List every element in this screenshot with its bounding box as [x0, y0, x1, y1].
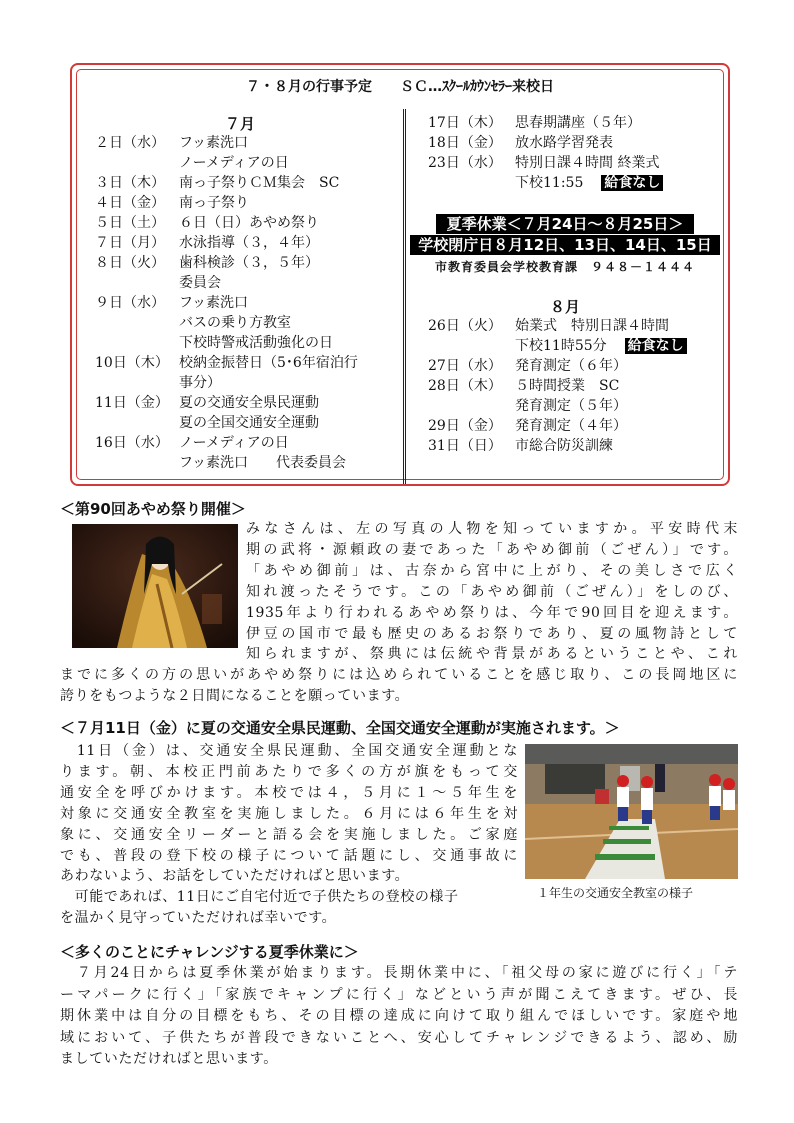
paragraph-line: ましていただければと思います。	[60, 1051, 278, 1067]
schedule-row	[95, 233, 319, 253]
paragraph-line: 知られますが、祭典には伝統や背景があるということや、これ	[246, 646, 738, 663]
event-text: 発育測定（４年）	[515, 418, 627, 434]
schedule-row	[95, 193, 249, 213]
event-date: 23日（水）	[428, 155, 502, 171]
event-date: ８日（火）	[95, 255, 165, 271]
event-text: 南っ子祭り	[179, 195, 249, 211]
event-text: 歯科検診（３，５年）	[179, 255, 319, 271]
paragraph-line: でも、普段の登下校の様子について話題にし、交通事故に	[60, 847, 518, 864]
schedule-row	[95, 353, 358, 373]
schedule-row	[428, 133, 613, 153]
schedule-row	[95, 173, 339, 193]
paragraph-line: ７月24日からは夏季休業が始まります。長期休業中に、「祖父母の家に遊びに行く」「テ	[60, 965, 738, 981]
event-date: 26日（火）	[428, 318, 502, 334]
event-text: ６日（日）あやめ祭り	[179, 215, 319, 231]
event-date: 29日（金）	[428, 418, 502, 434]
event-text: ノーメディアの日	[179, 155, 289, 171]
schedule-row	[428, 336, 687, 356]
event-date: 17日（木）	[428, 115, 502, 131]
paragraph-line: みなさんは、左の写真の人物を知っていますか。平安時代末	[246, 521, 738, 537]
event-text: 夏の交通安全県民運動	[179, 395, 319, 411]
schedule-title: ７・８月の行事予定 ＳＣ…ｽｸｰﾙｶｳﾝｾﾗｰ来校日	[246, 79, 554, 95]
schedule-row	[428, 396, 627, 416]
event-date: 28日（木）	[428, 378, 502, 394]
event-date: 18日（金）	[428, 135, 502, 151]
event-text: ノーメディアの日	[179, 435, 289, 451]
paragraph-line: 期休業中は自分の目標をもち、その目標の達成に向けて取り組んでほしいです。家庭や地	[60, 1008, 738, 1024]
traffic-class-photo	[525, 744, 738, 879]
event-text: 始業式 特別日課４時間	[515, 318, 669, 334]
event-text: 夏の全国交通安全運動	[179, 415, 319, 431]
july-heading: ７月	[224, 115, 255, 133]
event-date: 16日（水）	[95, 435, 169, 451]
event-date: 10日（木）	[95, 355, 169, 371]
event-text: 発育測定（５年）	[515, 398, 627, 414]
schedule-row	[95, 333, 333, 353]
event-text: 校納金振替日（5･6年宿泊行	[179, 355, 358, 371]
paragraph-line: 対象に交通安全教室を実施しました。６月には６年生を対	[60, 805, 518, 822]
paragraph-line: 11日（金）は、交通安全県民運動、全国交通安全運動とな	[60, 743, 518, 759]
schedule-row	[95, 413, 319, 433]
paragraph-line: あわないよう、お話をしていただければと思います。	[60, 868, 410, 885]
event-text: 放水路学習発表	[515, 135, 613, 151]
event-date: ７日（月）	[95, 235, 165, 251]
schedule-row	[428, 316, 669, 336]
event-text: 発育測定（６年）	[515, 358, 627, 374]
paragraph-line: を温かく見守っていただければ幸いです。	[60, 910, 337, 927]
paragraph-line: 誇りをもつような２日間になることを願っています。	[60, 688, 410, 705]
schedule-column-divider	[403, 109, 406, 484]
event-date: 27日（水）	[428, 358, 502, 374]
event-date: ３日（木）	[95, 175, 165, 191]
event-text: 特別日課４時間 終業式	[515, 155, 660, 171]
event-text: フッ素洗口 代表委員会	[179, 455, 347, 471]
paragraph-line: 通安全を呼びかけます。本校では４，５月に１～５年生を	[60, 784, 518, 801]
schedule-row	[428, 113, 641, 133]
event-text: 南っ子祭りＣＭ集会 SC	[179, 175, 340, 191]
event-text: 下校11:55	[515, 175, 584, 191]
paragraph-line: 象に、交通安全リーダーと語る会を実施しました。ご家庭	[60, 826, 518, 843]
schedule-row	[95, 133, 248, 153]
summer-heading: ＜多くのことにチャレンジする夏季休業に＞	[60, 943, 359, 961]
school-closed-banner: 学校閉庁日８月12日、13日、14日、15日	[410, 235, 720, 255]
ayame-heading: ＜第90回あやめ祭り開催＞	[60, 500, 246, 518]
traffic-heading: ＜７月11日（金）に夏の交通安全県民運動、全国交通安全運動が実施されます。＞	[60, 719, 620, 737]
event-text: 委員会	[179, 275, 221, 291]
august-heading: ８月	[549, 298, 580, 316]
schedule-row	[428, 356, 627, 376]
paragraph-line: 期の武将・源頼政の妻であった「あやめ御前（ごぜん）」です。	[246, 541, 738, 558]
schedule-row	[428, 416, 627, 436]
event-date: 11日（金）	[95, 395, 169, 411]
event-date: ９日（水）	[95, 295, 165, 311]
event-date: 31日（日）	[428, 438, 502, 454]
event-text: 水泳指導（３，４年）	[179, 235, 319, 251]
event-text: 市総合防災訓練	[515, 438, 613, 454]
paragraph-line: 伊豆の国市で最も歴史のあるお祭りであり、夏の風物詩として	[246, 625, 738, 642]
paragraph-line: 1935年より行われるあやめ祭りは、今年で90回目を迎えます。	[246, 604, 738, 621]
event-date: ２日（水）	[95, 135, 165, 151]
schedule-row	[95, 433, 289, 453]
schedule-row	[95, 393, 319, 413]
schedule-row	[428, 376, 619, 396]
schedule-row	[95, 453, 346, 473]
ayame-gozen-photo	[72, 524, 238, 648]
contact-info: 市教育委員会学校教育課 ９４８－１４４４	[434, 260, 695, 274]
schedule-row	[95, 373, 221, 393]
summer-break-banner: 夏季休業＜７月24日～８月25日＞	[436, 214, 694, 234]
event-text: 事分）	[179, 375, 221, 391]
no-lunch-badge: 給食なし	[625, 338, 687, 354]
event-text: バスの乗り方教室	[179, 315, 291, 331]
schedule-row	[95, 313, 291, 333]
paragraph-line: ーマパークに行く」「家族でキャンプに行く」などという声が聞こえてきます。ぜひ、長	[60, 986, 738, 1003]
schedule-row	[428, 153, 659, 173]
event-text: フッ素洗口	[179, 295, 249, 311]
schedule-row	[95, 273, 221, 293]
schedule-row	[95, 213, 319, 233]
event-text: 下校時警戒活動強化の日	[179, 335, 333, 351]
schedule-row	[95, 293, 248, 313]
paragraph-line: 可能であれば、11日にご自宅付近で子供たちの登校の様子	[60, 889, 459, 906]
schedule-row	[428, 173, 663, 193]
paragraph-line: 知れ渡ったそうです。この「あやめ御前（ごぜん）」をしのび、	[246, 583, 738, 600]
schedule-row	[428, 436, 613, 456]
event-text: フッ素洗口	[179, 135, 249, 151]
paragraph-line: ります。朝、本校正門前あたりで多くの方が旗をもって交	[60, 763, 518, 780]
paragraph-line: までに多くの方の思いがあやめ祭りには込められていることを感じ取り、この長岡地区に	[60, 667, 738, 684]
no-lunch-badge: 給食なし	[601, 175, 663, 191]
event-date: ５日（土）	[95, 215, 165, 231]
event-date: ４日（金）	[95, 195, 165, 211]
schedule-row	[95, 153, 289, 173]
paragraph-line: 「あやめ御前」は、古奈から宮中に上がり、その美しさで広く	[246, 562, 738, 579]
traffic-photo-caption: １年生の交通安全教室の様子	[537, 886, 694, 900]
paragraph-line: 域において、子供たちが普段できないことへ、安心してチャレンジできるよう、認め、励	[60, 1029, 738, 1046]
event-text: ５時間授業 SC	[515, 378, 620, 394]
schedule-row	[95, 253, 319, 273]
event-text: 下校11時55分	[515, 338, 607, 354]
event-text: 思春期講座（５年）	[515, 115, 641, 131]
